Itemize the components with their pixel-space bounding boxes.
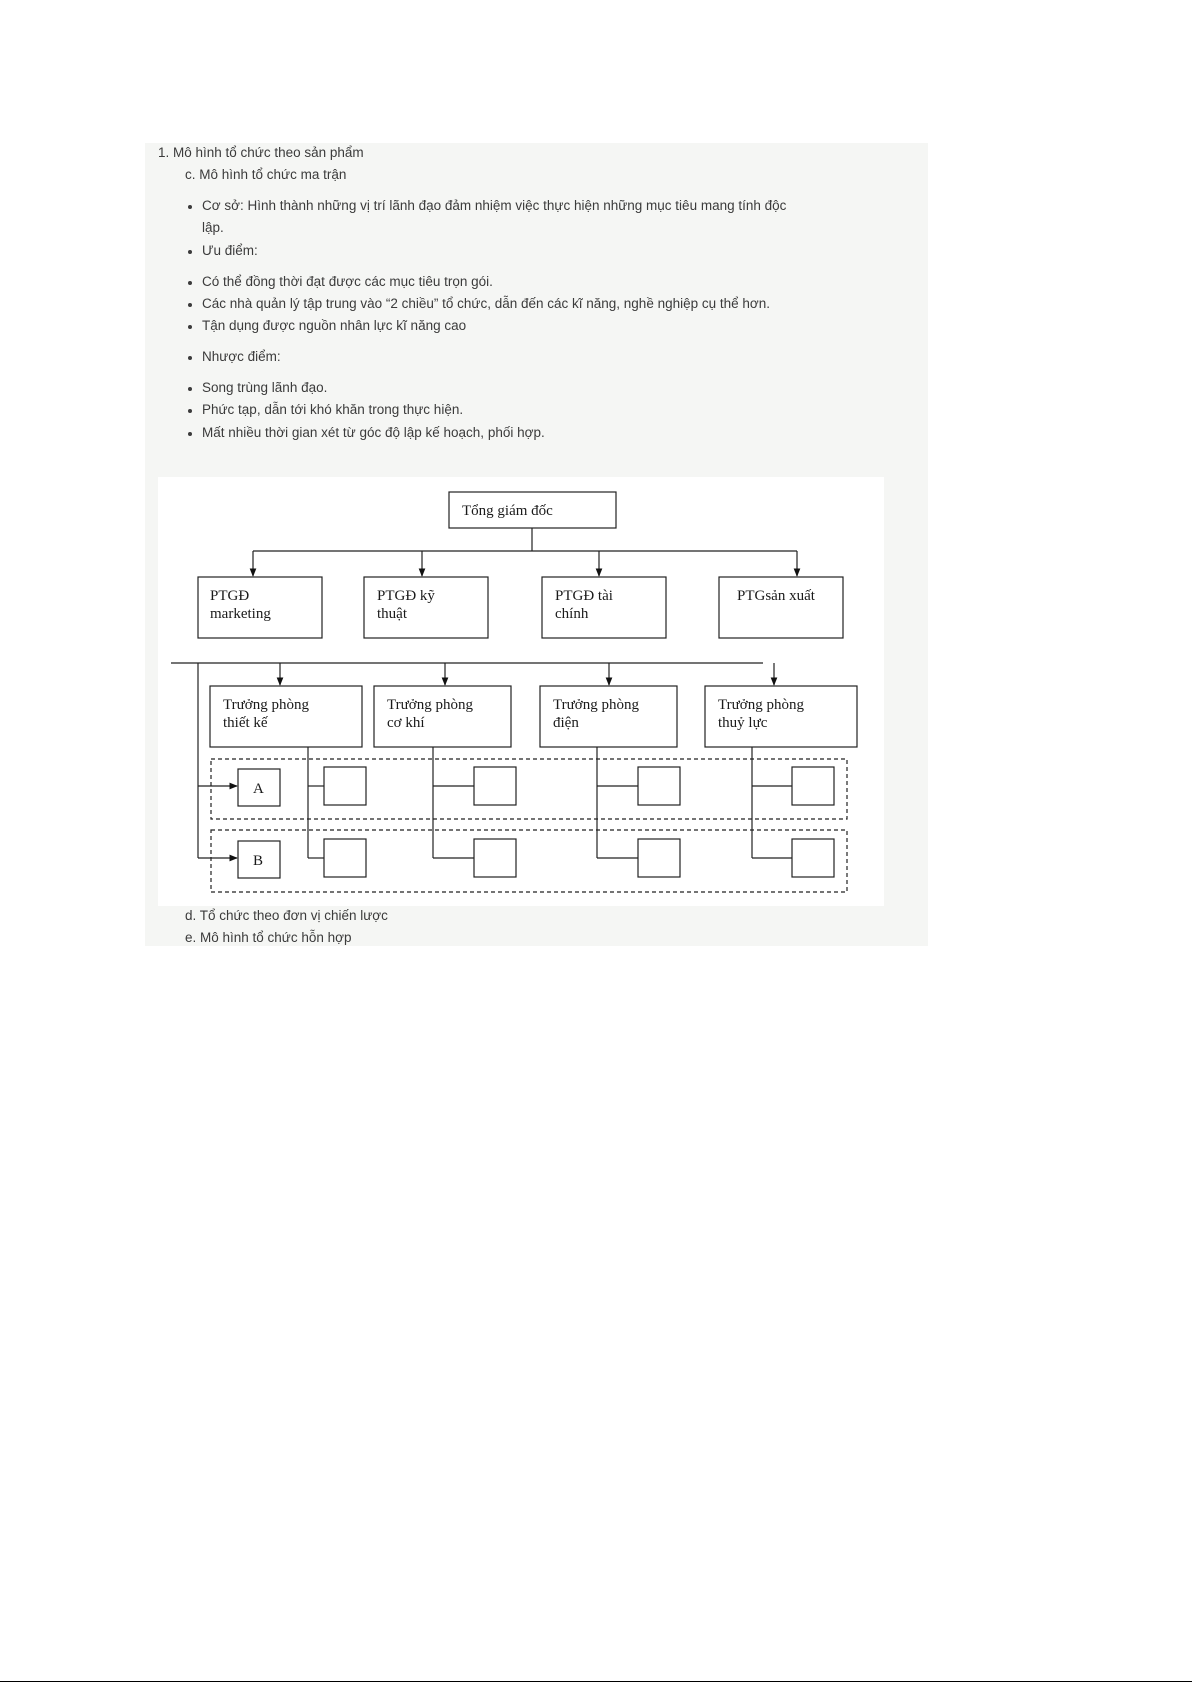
department-label: Trưởng phòng	[223, 697, 309, 713]
advantages-label: Ưu điểm:	[202, 243, 258, 258]
disadvantage-item: Phức tạp, dẫn tới khó khăn trong thực hiện.	[202, 402, 464, 417]
project-b-label: B	[253, 853, 264, 869]
department-label: Trưởng phòng	[387, 697, 473, 713]
disadvantage-item: Song trùng lãnh đạo.	[202, 380, 328, 395]
department-label: thuỷ lực	[718, 715, 768, 731]
department-label: điện	[553, 715, 579, 731]
bullet	[188, 250, 192, 254]
bullet	[188, 205, 192, 209]
bullet	[188, 356, 192, 360]
heading-matrix-model: c. Mô hình tổ chức ma trận	[185, 167, 347, 182]
bullet	[188, 325, 192, 329]
advantage-item: Tận dụng được nguồn nhân lực kĩ năng cao	[202, 318, 467, 333]
deputy-label: PTGĐ kỹ	[377, 588, 435, 604]
ceo-label: Tổng giám đốc	[462, 503, 553, 519]
deputy-label: PTGĐ tài	[555, 588, 613, 604]
bullet	[188, 281, 192, 285]
department-label: thiết kế	[223, 715, 268, 731]
bullet	[188, 409, 192, 413]
heading-product-model: 1. Mô hình tổ chức theo sản phẩm	[158, 145, 364, 160]
deputy-label: thuật	[377, 606, 407, 622]
advantage-item: Có thể đồng thời đạt được các mục tiêu trọn gói.	[202, 274, 493, 289]
deputy-label: chính	[555, 606, 589, 622]
deputy-label: PTGĐ	[210, 588, 250, 604]
bullet	[188, 432, 192, 436]
heading-strategic-unit: d. Tổ chức theo đơn vị chiến lược	[185, 908, 388, 923]
bullet	[188, 387, 192, 391]
heading-hybrid-model: e. Mô hình tổ chức hỗn hợp	[185, 930, 352, 945]
project-a-label: A	[253, 781, 264, 797]
deputy-label: marketing	[210, 606, 271, 622]
advantage-item: Các nhà quản lý tập trung vào “2 chiều” tổ chức, dẫn đến các kĩ năng, nghề nghiệp cụ thể hơn.	[202, 296, 771, 311]
department-label: Trưởng phòng	[553, 697, 639, 713]
matrix-org-chart	[158, 477, 884, 906]
disadvantage-item: Mất nhiều thời gian xét từ góc độ lập kế hoạch, phối hợp.	[202, 425, 545, 440]
chart-background	[158, 477, 884, 906]
basis-text: Cơ sở: Hình thành những vị trí lãnh đạo đảm nhiệm việc thực hiện những mục tiêu mang tính độc	[202, 198, 787, 213]
deputy-label: PTGsản xuất	[737, 588, 815, 604]
basis-text-cont: lập.	[202, 220, 224, 235]
disadvantages-label: Nhược điểm:	[202, 349, 281, 364]
department-label: Trưởng phòng	[718, 697, 804, 713]
bullet	[188, 303, 192, 307]
page-bottom-rule	[0, 1681, 1192, 1682]
department-label: cơ khí	[387, 715, 425, 731]
